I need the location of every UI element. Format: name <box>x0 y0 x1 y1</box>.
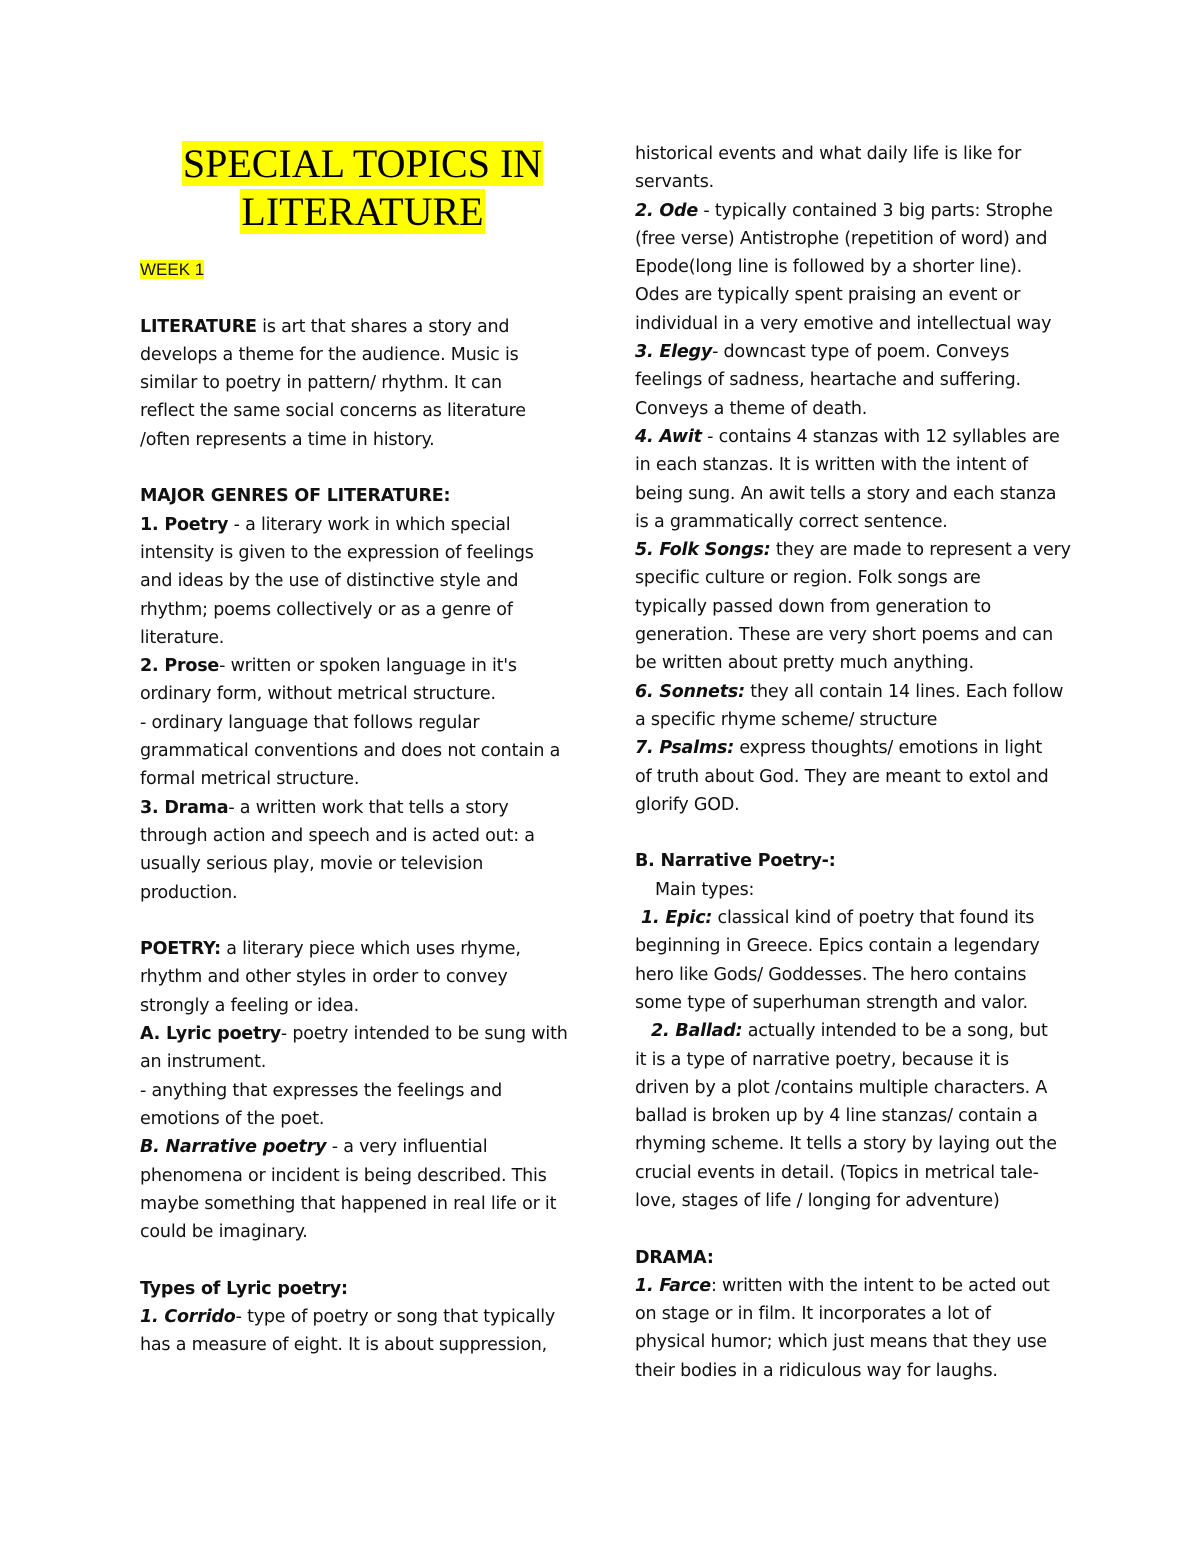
poetry-definition: POETRY: a literary piece which uses rhyme, <box>140 939 521 960</box>
type-folk-songs: 5. Folk Songs: they are made to represent a very <box>635 540 1071 561</box>
genre-prose: 2. Prose- written or spoken language in it's <box>140 656 517 677</box>
type-sonnets: 6. Sonnets: they all contain 14 lines. Each follow <box>635 681 1064 702</box>
left-column: SPECIAL TOPICS IN LITERATURE WEEK 1 LITERATURE is art that shares a story and develops a theme for the audience. Music is similar to poetry in pattern/ rhythm. It can reflect the same social concerns as literature /often represents a time in history. MAJOR GENRES OF LITERATURE: 1. Poetry - a literary work in which special intensity is given to the expression of feelings and ideas by the use of distinctive style and rhythm; poems collectively or as a genre of literature. 2. Prose- written or spoken language in it's ordinary form, without metrical structure. - ordinary language that follows regular grammatical conventions and does not contain a formal metrical structure. 3. Drama- a written work that tells a story through action and speech and is acted out: a usually serious play, movie or television production. POETRY: a literary piece which uses rhyme, rhythm and other styles in order to convey strongly a feeling or idea. A. Lyric poetry- poetry intended to be sung with an instrument. - anything that expresses the feelings and emotions of the poet. B. Narrative poetry - a very influential phenomena or incident is being described. This maybe something that happened in real life or it could be imaginary. Types of Lyric poetry: 1. Corrido- type of poetry or song that typically has a measure of eight. It is about suppression, <box>140 140 585 1360</box>
main-types-label: Main types: <box>655 879 755 900</box>
type-epic: 1. Epic: classical kind of poetry that found its <box>641 908 1035 929</box>
type-awit: 4. Awit - contains 4 stanzas with 12 syllables are <box>635 426 1060 447</box>
drama-heading: DRAMA: <box>635 1247 714 1268</box>
type-corrido: 1. Corrido- type of poetry or song that typically <box>140 1306 556 1327</box>
narrative-poetry: B. Narrative poetry - a very influential <box>140 1137 488 1158</box>
genres-heading: MAJOR GENRES OF LITERATURE: <box>140 486 451 507</box>
type-ode: 2. Ode - typically contained 3 big parts: Strophe <box>635 200 1053 221</box>
literature-definition: LITERATURE is art that shares a story and <box>140 316 510 337</box>
genre-poetry: 1. Poetry - a literary work in which special <box>140 514 511 535</box>
type-elegy: 3. Elegy- downcast type of poem. Conveys <box>635 342 1010 363</box>
types-heading: Types of Lyric poetry: <box>140 1278 348 1299</box>
type-psalms: 7. Psalms: express thoughts/ emotions in light <box>635 738 1043 759</box>
document-title <box>140 140 585 236</box>
narrative-heading: B. Narrative Poetry-: <box>635 851 836 872</box>
week-label: WEEK 1 <box>140 260 205 279</box>
title-line-2: LITERATURE <box>241 189 484 234</box>
type-ballad: 2. Ballad: actually intended to be a song, but <box>651 1021 1048 1042</box>
genre-drama: 3. Drama- a written work that tells a story <box>140 797 509 818</box>
type-farce: 1. Farce: written with the intent to be acted out <box>635 1275 1050 1296</box>
lyric-poetry: A. Lyric poetry- poetry intended to be sung with <box>140 1024 568 1045</box>
right-column: historical events and what daily life is like for servants. 2. Ode - typically contained 3 big parts: Strophe (free verse) Antistrophe (repetition of word) and Epode(long line is followed by a shorter line). Odes are typically spent praising an event or individual in a very emotive and intellectual way 3. Elegy- downcast type of poem. Conveys feelings of sadness, heartache and suffering. Conveys a theme of death. 4. Awit - contains 4 stanzas with 12 syllables are in each stanzas. It is written with the intent of being sung. An awit tells a story and each stanza is a grammatically correct sentence. 5. Folk Songs: they are made to represent a very specific culture or region. Folk songs are typically passed down from generation to generation. These are very short poems and can be written about pretty much anything. 6. Sonnets: they all contain 14 lines. Each follow a specific rhyme scheme/ structure 7. Psalms: express thoughts/ emotions in light of truth about God. They are meant to extol and glorify GOD. B. Narrative Poetry-: Main types: 1. Epic: classical kind of poetry that found its beginning in Greece. Epics contain a legendary hero like Gods/ Goddesses. The hero contains some type of superhuman strength and valor. 2. Ballad: actually intended to be a song, but it is a type of narrative poetry, because it is driven by a plot /contains multiple characters. A ballad is broken up by 4 line stanzas/ contain a rhyming scheme. It tells a story by laying out the crucial events in detail. (Topics in metrical tale- love, stages of life / longing for adventure) DRAMA: 1. Farce: written with the intent to be acted out on stage or in film. It incorporates a lot of physical humor; which just means that they use their bodies in a ridiculous way for laughs. <box>635 140 1075 1385</box>
title-line-1: SPECIAL TOPICS IN <box>182 141 543 186</box>
